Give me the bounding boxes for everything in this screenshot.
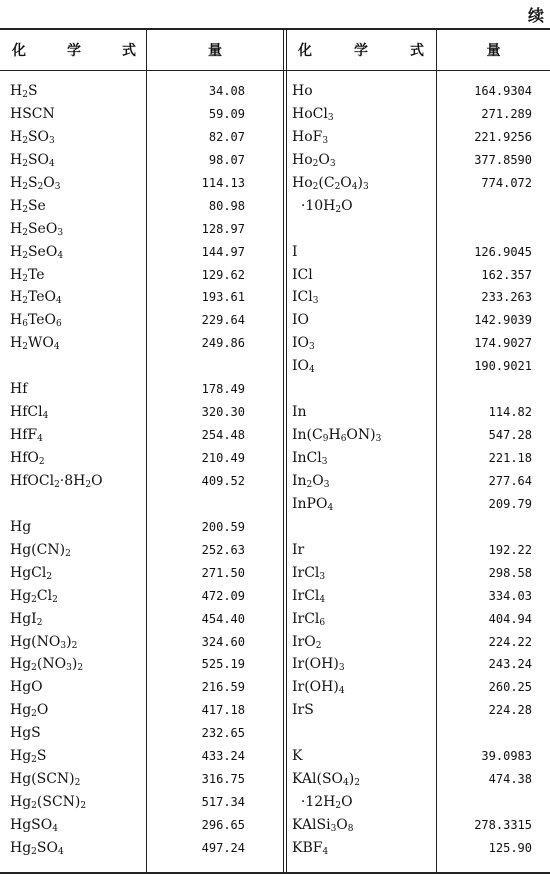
- quantity-cell: 114.82: [488, 405, 532, 420]
- quantity-cell: 320.30: [201, 405, 245, 420]
- formula-cell: IO: [292, 312, 310, 329]
- quantity-cell: 192.22: [488, 542, 532, 557]
- formula-cell: HoF$_3$: [292, 128, 329, 146]
- quantity-cell: 178.49: [201, 382, 245, 397]
- formula-cell: IrCl$_3$: [292, 564, 326, 582]
- quantity-cell: 221.9256: [474, 129, 532, 144]
- quantity-cell: 254.48: [201, 428, 245, 443]
- formula-cell: $KAlSi_3O_8$: [292, 817, 354, 834]
- quantity-cell: [438, 218, 532, 241]
- formula-cell: HgI$_2$: [10, 610, 43, 628]
- formula-cell: $Hg_2O$: [10, 702, 49, 720]
- formula-cell: HgCl$_2$: [10, 564, 53, 582]
- formula-cell: $IO_3$: [292, 335, 315, 353]
- quantity-cell: 221.18: [488, 451, 532, 465]
- formula-cell: Ho: [292, 83, 313, 99]
- formula-cell: HgO: [10, 679, 43, 696]
- quantity-cell: 190.9021: [474, 359, 532, 374]
- formula-cell: $H_2TeO_4$: [10, 289, 62, 307]
- formula-cell: $H_2WO_4$: [10, 335, 60, 353]
- quantity-cell: 162.357: [481, 267, 532, 282]
- quantity-cell: 454.40: [201, 611, 245, 626]
- formula-cell: $Hg(NO_3)_2$: [10, 633, 78, 651]
- quantity-cell: [148, 493, 245, 516]
- formula-cell: IrCl$_6$: [292, 610, 326, 628]
- header-quantity-right: 量: [486, 43, 501, 59]
- quantity-cell: 59.09: [208, 106, 245, 121]
- quantity-cell: 377.8590: [474, 152, 532, 167]
- quantity-cell: 114.13: [201, 175, 245, 190]
- formula-cell: [292, 516, 434, 539]
- table-top-rule: [0, 28, 550, 30]
- formula-cell: InPO$_4$: [292, 495, 334, 513]
- header-char: 化: [298, 43, 312, 59]
- formula-cell: [292, 378, 434, 401]
- quantity-cell: 243.24: [488, 657, 532, 672]
- formula-cell: $Hg(SCN)_2$: [10, 771, 81, 789]
- quantity-cell: 82.07: [208, 129, 245, 144]
- quantity-cell: 34.08: [208, 84, 245, 98]
- formula-cell: HoCl$_3$: [292, 105, 334, 123]
- quantity-cell: 404.94: [488, 611, 532, 626]
- quantity-cell: 316.75: [201, 772, 245, 787]
- quantity-cell: 409.52: [201, 473, 245, 488]
- quantity-cell: 216.59: [201, 680, 245, 695]
- formula-cell: $In(C_9H_6ON)_3$: [292, 427, 382, 445]
- formula-cell: $HfOCl_2\cdot 8H_2O$: [10, 472, 103, 490]
- formula-cell: [292, 722, 434, 745]
- quantity-cell: 224.22: [488, 634, 532, 649]
- header-rule: [0, 70, 550, 71]
- quantity-cell: 142.9039: [474, 313, 532, 328]
- column-divider-center: [283, 29, 287, 872]
- formula-cell: [10, 493, 144, 516]
- quantity-cell: 296.65: [201, 818, 245, 832]
- quantity-cell: 229.64: [201, 313, 245, 328]
- quantity-cell: 278.3315: [474, 818, 532, 832]
- formula-cell: $Hg_2(SCN)_2$: [10, 794, 87, 812]
- header-char: 学: [354, 43, 368, 59]
- formula-cell: I: [292, 243, 298, 260]
- formula-cell: Hg: [10, 518, 32, 535]
- quantity-cell: 128.97: [201, 221, 245, 236]
- quantity-cell: [438, 378, 532, 401]
- quantity-cell: 98.07: [208, 152, 245, 167]
- formula-cell: $Hg(CN)_2$: [10, 541, 71, 559]
- formula-cell: $Hg_2(NO_3)_2$: [10, 656, 84, 674]
- quantity-cell: [438, 791, 532, 814]
- quantity-cell: 200.59: [201, 519, 245, 534]
- formula-cell: InCl$_3$: [292, 450, 328, 467]
- quantity-cell: 232.65: [201, 726, 245, 741]
- quantity-cell: 517.34: [201, 795, 245, 810]
- formula-cell: $Ir(OH)_4$: [292, 679, 345, 697]
- quantity-cell: 80.98: [208, 198, 245, 213]
- formula-cell: $H_6TeO_6$: [10, 312, 62, 330]
- formula-cell: IrS: [292, 702, 314, 719]
- formula-cell: [292, 218, 434, 241]
- quantity-cell: 233.263: [481, 290, 532, 305]
- formula-cell: $KBF_4$: [292, 839, 329, 857]
- quantity-cell: [438, 516, 532, 539]
- formula-cell: Hf: [10, 381, 28, 398]
- quantity-column-right: [438, 80, 532, 860]
- quantity-cell: 472.09: [201, 588, 245, 603]
- formula-cell: $\cdot 12H_2O$: [292, 794, 353, 812]
- quantity-cell: 433.24: [201, 749, 245, 764]
- header-quantity-left: 量: [208, 43, 222, 59]
- quantity-cell: 774.072: [481, 175, 532, 190]
- formula-cell: HSCN: [10, 105, 55, 122]
- quantity-cell: 260.25: [488, 680, 532, 695]
- quantity-cell: 277.64: [488, 473, 532, 488]
- quantity-cell: 126.9045: [474, 244, 532, 259]
- formula-cell: $H_2SO_4$: [10, 151, 55, 169]
- table-bottom-rule: [0, 872, 550, 874]
- quantity-cell: 164.9304: [474, 84, 532, 98]
- quantity-cell: 174.9027: [474, 336, 532, 351]
- formula-cell: $Ho_2(C_2O_4)_3$: [292, 174, 369, 192]
- quantity-cell: 271.289: [481, 106, 532, 121]
- formula-cell: $H_2Te$: [10, 266, 45, 284]
- quantity-cell: 547.28: [488, 428, 532, 443]
- formula-cell: $Hg_2SO_4$: [10, 839, 64, 857]
- header-char: 化: [12, 43, 26, 59]
- quantity-cell: 210.49: [201, 451, 245, 465]
- quantity-cell: 249.86: [201, 336, 245, 351]
- formula-cell: $IO_4$: [292, 358, 315, 376]
- quantity-cell: 252.63: [201, 542, 245, 557]
- quantity-cell: 39.0983: [481, 749, 532, 764]
- formula-cell: $H_2Se$: [10, 197, 46, 215]
- quantity-cell: 324.60: [201, 634, 245, 649]
- formula-cell: [10, 355, 144, 378]
- quantity-cell: [148, 355, 245, 378]
- quantity-cell: 271.50: [201, 565, 245, 580]
- formula-cell: $H_2SeO_3$: [10, 220, 64, 238]
- formula-cell: HfO$_2$: [10, 450, 45, 467]
- formula-cell: $Ir(OH)_3$: [292, 656, 345, 674]
- quantity-cell: 125.90: [488, 840, 532, 855]
- quantity-cell: 334.03: [488, 588, 532, 603]
- quantity-cell: 417.18: [201, 703, 245, 718]
- quantity-cell: 525.19: [201, 657, 245, 672]
- formula-cell: In: [292, 404, 307, 421]
- quantity-cell: [438, 722, 532, 745]
- quantity-column-left: [148, 80, 245, 860]
- formula-cell: $H_2S$: [10, 83, 38, 100]
- formula-cell: HfF$_4$: [10, 427, 43, 445]
- quantity-cell: 474.38: [488, 772, 532, 787]
- header-char: 学: [67, 43, 81, 59]
- quantity-cell: 193.61: [201, 290, 245, 305]
- header-char: 式: [410, 43, 424, 59]
- quantity-cell: 144.97: [201, 244, 245, 259]
- formula-cell: $H_2SO_3$: [10, 128, 55, 146]
- column-divider-left: [146, 29, 147, 872]
- formula-cell: HgSO$_4$: [10, 817, 58, 834]
- quantity-cell: [438, 195, 532, 218]
- formula-cell: $H_2SeO_4$: [10, 243, 64, 261]
- formula-cell: $Hg_2Cl_2$: [10, 587, 58, 605]
- quantity-cell: 209.79: [488, 496, 532, 511]
- header-char: 式: [122, 43, 136, 59]
- continued-label: 续: [527, 6, 544, 25]
- formula-cell: HgS: [10, 725, 41, 742]
- formula-cell: IrO$_2$: [292, 633, 322, 651]
- quantity-cell: 497.24: [201, 840, 245, 855]
- quantity-cell: 129.62: [201, 267, 245, 282]
- formula-column-left: [10, 80, 144, 860]
- formula-cell: $Ho_2O_3$: [292, 151, 336, 169]
- formula-cell: ICl: [292, 266, 313, 283]
- formula-cell: ICl$_3$: [292, 289, 319, 307]
- quantity-cell: 224.28: [488, 703, 532, 718]
- quantity-cell: 298.58: [488, 565, 532, 580]
- formula-cell: $In_2O_3$: [292, 472, 330, 490]
- formula-cell: $\cdot 10H_2O$: [292, 197, 353, 215]
- formula-cell: HfCl$_4$: [10, 404, 49, 422]
- formula-cell: $KAl(SO_4)_2$: [292, 771, 360, 789]
- header-formula-left: [12, 32, 136, 68]
- column-divider-right: [436, 29, 437, 872]
- formula-cell: $H_2S_2O_3$: [10, 174, 61, 192]
- formula-cell: K: [292, 748, 303, 765]
- formula-cell: Ir: [292, 541, 305, 558]
- formula-column-right: [292, 80, 434, 860]
- header-formula-right: [298, 32, 424, 68]
- formula-cell: $Hg_2S$: [10, 748, 47, 766]
- formula-cell: IrCl$_4$: [292, 587, 326, 605]
